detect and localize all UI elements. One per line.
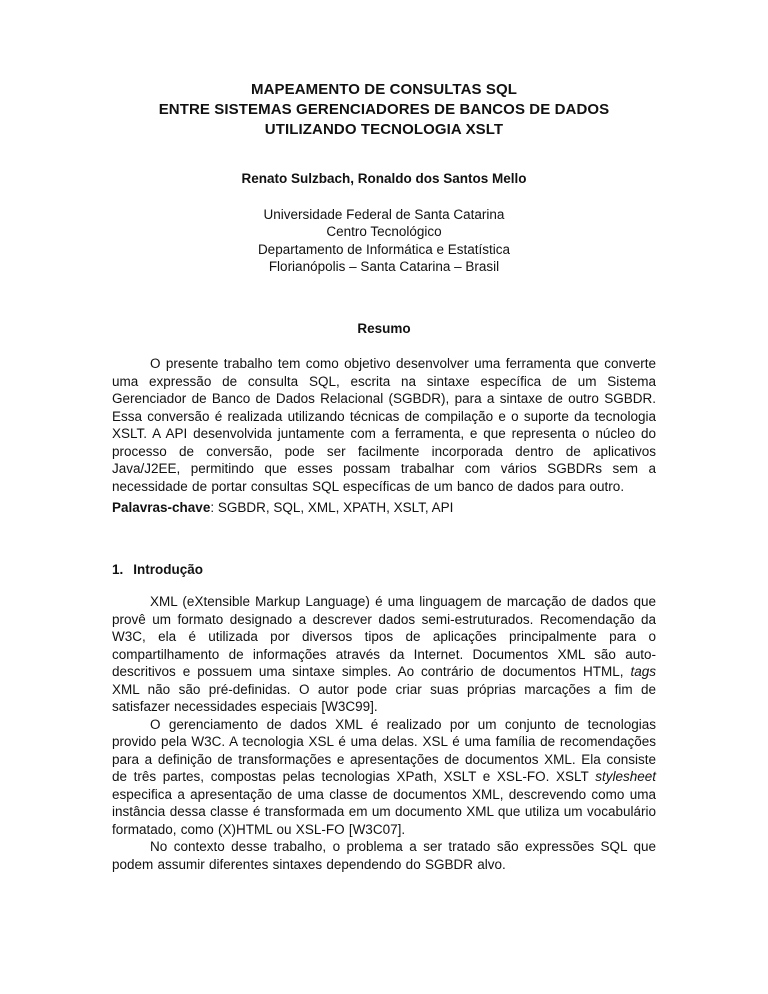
keywords-label: Palavras-chave bbox=[112, 500, 211, 515]
section-1-heading bbox=[112, 561, 656, 579]
paper-title-line-2: ENTRE SISTEMAS GERENCIADORES DE BANCOS DE DADOS bbox=[158, 101, 610, 118]
affiliation-department: Departamento de Informática e Estatística bbox=[257, 241, 511, 257]
affiliation-center: Centro Tecnológico bbox=[326, 224, 442, 239]
paper-title-line-3: UTILIZANDO TECNOLOGIA XSLT bbox=[264, 121, 504, 138]
affiliation-location: Florianópolis – Santa Catarina – Brasil bbox=[268, 259, 500, 274]
abstract-paragraph: O presente trabalho tem como objetivo desenvolver uma ferramenta que converte uma expressão de consulta SQL, escrita na sintaxe específica de um Sistema Gerenciador de Banco de Dados Relacional (SGBDR), para a sintaxe de outro SGBDR. Essa conversão é realizada utilizando técnicas de compilação e o suporte da tecnologia XSLT. A API desenvolvida juntamente com a ferramenta, e que representa o núcleo do processo de conversão, pode ser facilmente incorporada dentro de aplicativos Java/J2EE, permitindo que esses possam trabalhar com vários SGBDRs sem a necessidade de portar consultas SQL específicas de um banco de dados para outro. bbox=[112, 356, 656, 494]
italic-term: stylesheet bbox=[595, 769, 656, 784]
paper-title-line-1: MAPEAMENTO DE CONSULTAS SQL bbox=[250, 81, 518, 98]
abstract-heading: Resumo bbox=[357, 320, 411, 336]
keywords-value: : SGBDR, SQL, XML, XPATH, XSLT, API bbox=[210, 500, 454, 515]
authors-line: Renato Sulzbach, Ronaldo dos Santos Mello bbox=[241, 171, 527, 186]
text-segment: No contexto desse trabalho, o problema a ser tratado são expressões SQL que podem assumir diferentes sintaxes dependendo do SGBDR alvo. bbox=[112, 839, 656, 872]
section-1-number: 1. bbox=[112, 561, 124, 577]
affiliation-block bbox=[112, 206, 656, 276]
affiliation-university: Universidade Federal de Santa Catarina bbox=[263, 206, 505, 222]
section-1-title: Introdução bbox=[133, 561, 204, 577]
text-segment: XML (eXtensible Markup Language) é uma linguagem de marcação de dados que provê um formato designado a descrever dados semi-estruturados. Recomendação da W3C, ela é utilizada por diversos tipos de aplicações principalmente para o compartilhamento de informações através da Internet. Documentos XML são auto-descritivos e possuem uma sintaxe simples. Ao contrário de documentos HTML, bbox=[112, 594, 656, 679]
introduction-body bbox=[112, 593, 656, 873]
italic-term: tags bbox=[630, 664, 656, 679]
body-paragraph bbox=[112, 838, 656, 873]
paper-title bbox=[112, 80, 656, 140]
body-paragraph bbox=[112, 593, 656, 716]
text-segment: O gerenciamento de dados XML é realizado por um conjunto de tecnologias provido pela W3C. A tecnologia XSL é uma delas. XSL é uma família de recomendações para a definição de transformações e apresentações de documentos XML. Ela consiste de três partes, compostas pelas tecnologias XPath, XSLT e XSL-FO. XSLT bbox=[112, 716, 656, 784]
body-paragraph bbox=[112, 716, 656, 839]
keywords-line bbox=[112, 499, 656, 517]
text-segment: especifica a apresentação de uma classe de documentos XML, descrevendo como uma instância dessa classe é transformada em um documento XML que utiliza um vocabulário formatado, como (X)HTML ou XSL-FO [W3C07]. bbox=[112, 786, 656, 837]
text-segment: XML não são pré-definidas. O autor pode criar suas próprias marcações a fim de satisfazer necessidades especiais [W3C99]. bbox=[112, 681, 656, 714]
